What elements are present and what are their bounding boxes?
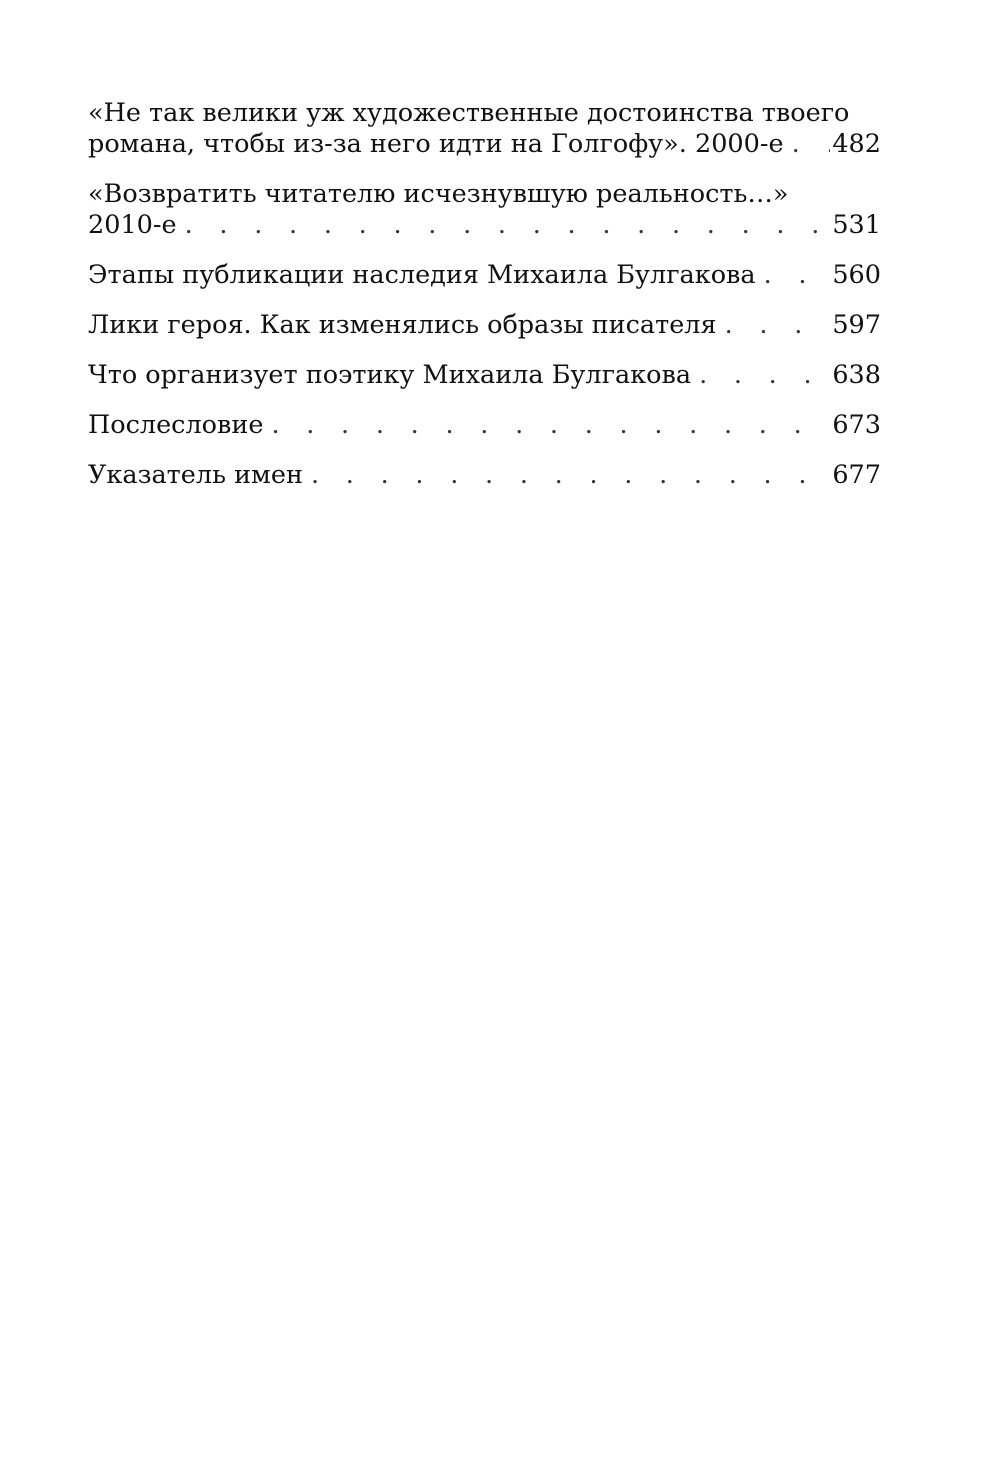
toc-entry-last-line [88, 129, 881, 160]
toc-entry-title-line: Лики героя. Как изменялись образы писателя [88, 310, 717, 340]
dot-leader [784, 129, 831, 160]
toc-page-number: 531 [832, 210, 881, 240]
toc-page-number: 677 [832, 460, 881, 490]
toc-entry[interactable] [88, 460, 881, 491]
toc-entry[interactable] [88, 310, 881, 341]
dot-leader [717, 310, 831, 341]
toc-entry[interactable] [88, 179, 881, 241]
toc-entry[interactable] [88, 360, 881, 391]
dot-leader [263, 410, 830, 441]
toc-entry[interactable] [88, 260, 881, 291]
toc-entry-last-line [88, 310, 881, 341]
toc-entry[interactable] [88, 98, 881, 160]
toc-entry-last-line [88, 410, 881, 441]
toc-entry-last-line [88, 260, 881, 291]
toc-entry-title-line: Что организует поэтику Михаила Булгакова [88, 360, 692, 390]
toc-entry-last-line [88, 460, 881, 491]
toc-page-number: 482 [832, 129, 881, 159]
dot-leader [756, 260, 831, 291]
dot-leader [303, 460, 830, 491]
toc-entry-last-line [88, 360, 881, 391]
toc-entry-title-line: Указатель имен [88, 460, 303, 490]
toc-page-number: 560 [832, 260, 881, 290]
table-of-contents [88, 98, 881, 510]
dot-leader [177, 210, 831, 241]
toc-entry-title-line: «Возвратить читателю исчезнувшую реальность…» [88, 179, 789, 209]
toc-page-number: 597 [832, 310, 881, 340]
toc-entry-last-line [88, 210, 881, 241]
toc-page-number: 638 [832, 360, 881, 390]
dot-leader [691, 360, 830, 391]
toc-entry-title-line: Послесловие [88, 410, 264, 440]
toc-entry[interactable] [88, 410, 881, 441]
toc-entry-title-line: «Не так велики уж художественные достоинства твоего [88, 98, 850, 128]
toc-entry-title-line: Этапы публикации наследия Михаила Булгакова [88, 260, 756, 290]
toc-page-number: 673 [832, 410, 881, 440]
toc-entry-title-line: романа, чтобы из-за него идти на Голгофу». 2000-е [88, 129, 784, 159]
toc-entry-title-line: 2010-е [88, 210, 177, 240]
